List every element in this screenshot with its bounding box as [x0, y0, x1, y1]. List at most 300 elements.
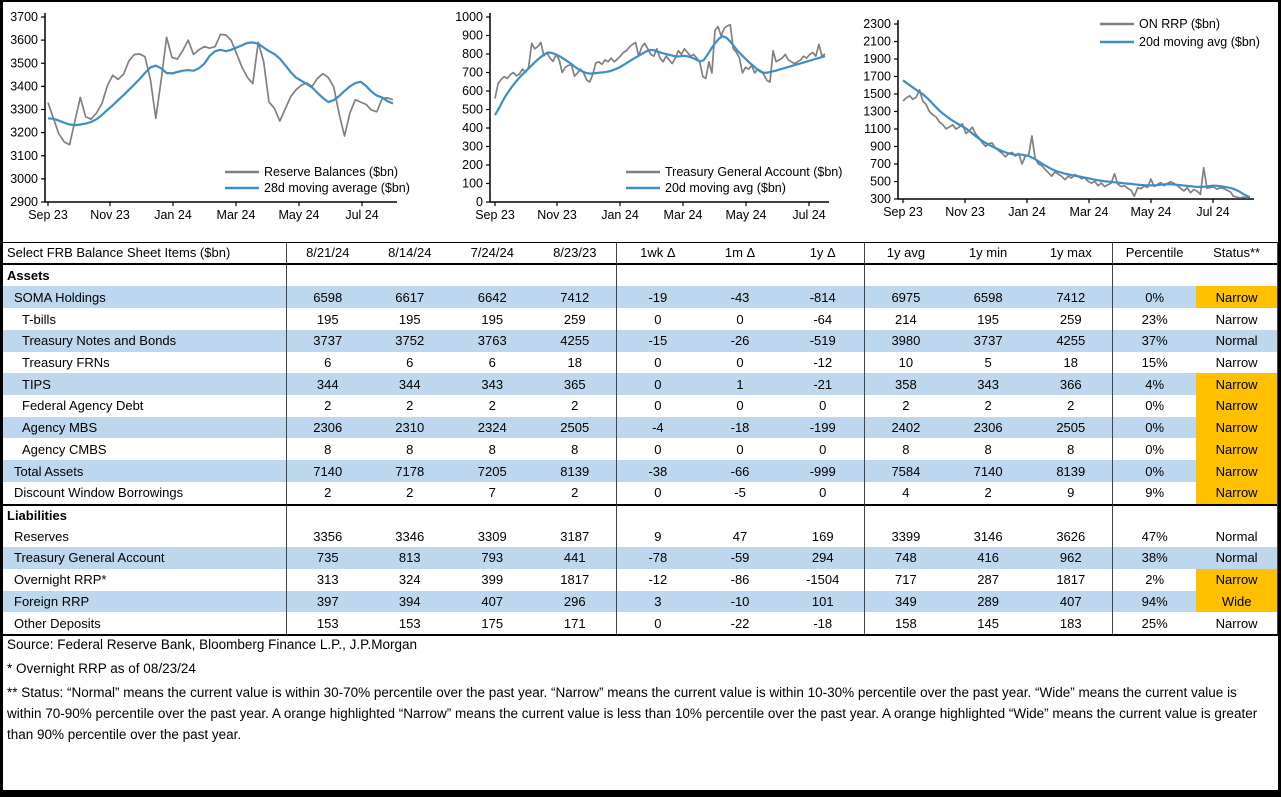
y-tick-label: 3300 — [10, 102, 38, 117]
column-header: 1y Δ — [781, 243, 864, 265]
value-cell: -4 — [616, 417, 699, 439]
status-badge: Narrow — [1215, 311, 1258, 327]
percentile-cell: 15% — [1112, 352, 1196, 374]
value-cell: 9 — [1067, 485, 1075, 501]
value-cell: 0 — [819, 441, 827, 457]
percentile-cell: 0% — [1112, 460, 1196, 482]
value-cell: 6598 — [286, 286, 369, 308]
x-tick-label: Jan 24 — [1008, 205, 1046, 219]
x-tick-label: May 24 — [278, 208, 320, 222]
y-tick-label: 300 — [870, 192, 891, 206]
value-cell: 7412 — [534, 286, 617, 308]
x-tick-label: Jul 24 — [345, 208, 379, 222]
value-cell: 4255 — [1029, 330, 1112, 352]
value-cell: 344 — [286, 373, 369, 395]
value-cell: 4 — [864, 482, 947, 504]
y-tick-label: 300 — [462, 139, 483, 154]
value-cell: 3626 — [1056, 528, 1086, 544]
value-cell: 1 — [699, 373, 782, 395]
value-cell: 8 — [571, 441, 579, 457]
empty-cell — [1112, 504, 1196, 526]
value-cell: 47 — [732, 528, 748, 544]
legend-label: 28d moving average ($bn) — [264, 181, 410, 195]
column-header: Status** — [1196, 243, 1277, 265]
column-header: 1m Δ — [699, 243, 782, 265]
value-cell: 399 — [481, 572, 504, 588]
x-tick-label: Mar 24 — [1069, 205, 1109, 219]
value-cell: 3752 — [369, 330, 452, 352]
overnight-rrp-footnote: * Overnight RRP as of 08/23/24 — [7, 661, 196, 676]
x-tick-label: Nov 23 — [90, 208, 130, 222]
row-label: Treasury General Account — [3, 547, 286, 569]
value-cell: 343 — [947, 373, 1030, 395]
value-cell: 8 — [1067, 441, 1075, 457]
row-label: Overnight RRP* — [14, 572, 107, 588]
x-tick-label: Jul 24 — [792, 208, 826, 222]
empty-cell — [369, 504, 452, 526]
value-cell: -19 — [616, 286, 699, 308]
percentile-cell: 0% — [1112, 286, 1196, 308]
value-cell: 0 — [616, 352, 699, 374]
value-cell: 3346 — [395, 528, 425, 544]
percentile-cell: 37% — [1112, 330, 1196, 352]
value-cell: 2 — [864, 395, 947, 417]
value-cell: 2 — [406, 398, 414, 414]
value-cell: 1817 — [1056, 572, 1086, 588]
value-cell: 8 — [488, 441, 496, 457]
column-header: 1y max — [1029, 243, 1112, 265]
value-cell: 441 — [534, 547, 617, 569]
y-tick-label: 900 — [462, 28, 483, 43]
y-tick-label: 3600 — [10, 33, 38, 48]
value-cell: 8 — [864, 438, 947, 460]
value-cell: 3399 — [864, 525, 947, 547]
x-tick-label: Sep 23 — [475, 208, 515, 222]
value-cell: 2 — [571, 398, 579, 414]
y-tick-label: 3400 — [10, 79, 38, 94]
value-cell: 7178 — [369, 460, 452, 482]
value-cell: 6 — [488, 354, 496, 370]
value-cell: 175 — [481, 615, 504, 631]
value-cell: 344 — [369, 373, 452, 395]
value-cell: 8 — [406, 441, 414, 457]
value-cell: 735 — [286, 547, 369, 569]
empty-cell — [616, 265, 699, 287]
y-tick-label: 3000 — [10, 171, 38, 186]
value-cell: 8 — [286, 438, 369, 460]
empty-cell — [369, 265, 452, 287]
value-cell: 0 — [616, 373, 699, 395]
row-label: Treasury FRNs — [22, 354, 110, 370]
empty-cell — [534, 265, 617, 287]
status-badge: Narrow — [1196, 373, 1277, 395]
value-cell: 2 — [406, 485, 414, 501]
y-tick-label: 1500 — [863, 87, 891, 101]
value-cell: 10 — [864, 352, 947, 374]
x-tick-label: Jan 24 — [154, 208, 192, 222]
value-cell: 366 — [1029, 373, 1112, 395]
value-cell: 153 — [398, 615, 421, 631]
value-cell: 6 — [286, 352, 369, 374]
reserve-balances-chart — [3, 2, 433, 237]
value-cell: 8 — [984, 441, 992, 457]
row-label: TIPS — [3, 373, 286, 395]
status-badge: Normal — [1196, 547, 1277, 569]
column-header: 8/23/23 — [534, 243, 617, 265]
value-cell: 365 — [534, 373, 617, 395]
percentile-cell: 0% — [1112, 395, 1196, 417]
value-cell: 5 — [984, 354, 992, 370]
y-tick-label: 1000 — [455, 10, 483, 24]
x-tick-label: Mar 24 — [663, 208, 703, 222]
value-cell: 3737 — [286, 330, 369, 352]
percentile-cell: 47% — [1112, 525, 1196, 547]
legend-label: Reserve Balances ($bn) — [264, 165, 399, 179]
value-cell: 0 — [736, 398, 744, 414]
value-cell: 101 — [781, 591, 864, 613]
value-cell: 0 — [616, 395, 699, 417]
value-cell: -66 — [699, 460, 782, 482]
status-badge: Normal — [1196, 330, 1277, 352]
value-cell: 153 — [286, 612, 369, 634]
on-rrp-bn--line — [903, 90, 1250, 198]
value-cell: 0 — [616, 612, 699, 634]
value-cell: 6642 — [451, 286, 534, 308]
empty-cell — [1029, 504, 1112, 526]
value-cell: 748 — [864, 547, 947, 569]
value-cell: -999 — [781, 460, 864, 482]
row-label: Total Assets — [3, 460, 286, 482]
value-cell: 3146 — [973, 528, 1003, 544]
value-cell: 2306 — [286, 417, 369, 439]
value-cell: -78 — [616, 547, 699, 569]
value-cell: 296 — [534, 591, 617, 613]
empty-cell — [947, 504, 1030, 526]
value-cell: 6 — [406, 354, 414, 370]
row-label: Treasury Notes and Bonds — [3, 330, 286, 352]
value-cell: -22 — [730, 615, 750, 631]
value-cell: -12 — [813, 354, 833, 370]
y-tick-label: 900 — [870, 139, 891, 154]
value-cell: 2505 — [1029, 417, 1112, 439]
empty-cell — [451, 504, 534, 526]
value-cell: 2 — [286, 395, 369, 417]
percentile-cell: 9% — [1112, 482, 1196, 504]
value-cell: 9 — [616, 525, 699, 547]
y-tick-label: 2100 — [863, 34, 891, 49]
y-tick-label: 600 — [462, 84, 483, 98]
value-cell: -64 — [813, 311, 833, 327]
y-tick-label: 1300 — [863, 104, 891, 119]
value-cell: -5 — [734, 485, 746, 501]
value-cell: 294 — [781, 547, 864, 569]
x-tick-label: Mar 24 — [216, 208, 256, 222]
value-cell: 394 — [369, 591, 452, 613]
empty-cell — [616, 504, 699, 526]
y-tick-label: 1700 — [863, 69, 891, 84]
value-cell: 183 — [1059, 615, 1082, 631]
value-cell: 7205 — [451, 460, 534, 482]
value-cell: 0 — [736, 441, 744, 457]
row-label: Foreign RRP — [3, 591, 286, 613]
value-cell: 4255 — [534, 330, 617, 352]
value-cell: 313 — [286, 569, 369, 591]
value-cell: 717 — [864, 569, 947, 591]
column-header: 8/14/24 — [369, 243, 452, 265]
y-tick-label: 3700 — [10, 10, 38, 24]
value-cell: -15 — [616, 330, 699, 352]
value-cell: 18 — [1063, 354, 1079, 370]
value-cell: 343 — [451, 373, 534, 395]
empty-cell — [451, 265, 534, 287]
y-tick-label: 700 — [462, 65, 483, 80]
value-cell: 793 — [451, 547, 534, 569]
status-badge: Narrow — [1215, 615, 1258, 631]
y-tick-label: 3100 — [10, 148, 38, 163]
empty-cell — [947, 265, 1030, 287]
value-cell: 7 — [488, 485, 496, 501]
value-cell: -12 — [616, 569, 699, 591]
value-cell: 8139 — [1029, 460, 1112, 482]
status-badge: Narrow — [1196, 569, 1277, 591]
value-cell: 7140 — [947, 460, 1030, 482]
legend-label: ON RRP ($bn) — [1139, 17, 1221, 31]
value-cell: 0 — [616, 438, 699, 460]
value-cell: -59 — [699, 547, 782, 569]
value-cell: -814 — [781, 286, 864, 308]
value-cell: 3309 — [477, 528, 507, 544]
value-cell: 214 — [864, 308, 947, 330]
status-badge: Narrow — [1196, 395, 1277, 417]
value-cell: 195 — [398, 311, 421, 327]
status-badge: Narrow — [1196, 438, 1277, 460]
value-cell: 3 — [616, 591, 699, 613]
empty-cell — [864, 504, 947, 526]
y-tick-label: 1100 — [864, 122, 891, 136]
row-label: SOMA Holdings — [3, 286, 286, 308]
value-cell: 2402 — [864, 417, 947, 439]
treasury-general-account-chart — [433, 2, 848, 237]
status-badge: Normal — [1215, 528, 1258, 544]
column-header: 7/24/24 — [451, 243, 534, 265]
value-cell: 2505 — [534, 417, 617, 439]
section-header: Liabilities — [3, 504, 286, 526]
28d-moving-average-bn--line — [48, 42, 393, 125]
x-tick-label: May 24 — [1130, 205, 1172, 219]
value-cell: 6975 — [864, 286, 947, 308]
value-cell: 2 — [488, 398, 496, 414]
x-tick-label: Nov 23 — [945, 205, 985, 219]
value-cell: 6617 — [369, 286, 452, 308]
value-cell: -1504 — [806, 572, 840, 588]
value-cell: 195 — [977, 311, 999, 327]
row-label: Reserves — [14, 528, 69, 544]
y-tick-label: 500 — [462, 102, 483, 117]
value-cell: 3737 — [947, 330, 1030, 352]
value-cell: 2 — [984, 398, 992, 414]
value-cell: 289 — [947, 591, 1030, 613]
value-cell: 407 — [1029, 591, 1112, 613]
legend-label: 20d moving avg ($bn) — [1139, 35, 1260, 49]
value-cell: 2310 — [369, 417, 452, 439]
percentile-cell: 4% — [1112, 373, 1196, 395]
row-label: T-bills — [22, 311, 56, 327]
value-cell: 259 — [1059, 311, 1082, 327]
value-cell: 158 — [864, 612, 947, 634]
20d-moving-avg-bn--line — [495, 36, 825, 115]
y-tick-label: 700 — [870, 157, 891, 171]
value-cell: 962 — [1029, 547, 1112, 569]
empty-cell — [781, 265, 864, 287]
value-cell: 7412 — [1029, 286, 1112, 308]
value-cell: 416 — [947, 547, 1030, 569]
value-cell: 2 — [571, 485, 579, 501]
value-cell: 0 — [616, 482, 699, 504]
x-tick-label: Jul 24 — [1196, 205, 1230, 219]
value-cell: 407 — [451, 591, 534, 613]
x-tick-label: Sep 23 — [28, 208, 68, 222]
status-definition-footnote: ** Status: “Normal” means the current value is within 30-70% percentile over the past year. “Narrow” means the current value is within 10-30% percentile over the past year. “Wide” means the current value is within 70-90% percentile over the past year. A orange highlighted “Narrow” means the current value is less than 10% percentile over the past year. A orange highlighted “Wide” means the current value is greater than 90% percentile over the past year. — [7, 685, 1258, 742]
percentile-cell: 94% — [1112, 591, 1196, 613]
row-label: Discount Window Borrowings — [14, 485, 184, 501]
value-cell: 813 — [369, 547, 452, 569]
value-cell: -18 — [699, 417, 782, 439]
value-cell: -519 — [781, 330, 864, 352]
value-cell: 8139 — [534, 460, 617, 482]
value-cell: -10 — [699, 591, 782, 613]
percentile-cell: 25% — [1112, 612, 1196, 634]
status-badge: Narrow — [1215, 354, 1258, 370]
value-cell: 2 — [1067, 398, 1075, 414]
y-tick-label: 1900 — [863, 52, 891, 66]
empty-cell — [699, 265, 782, 287]
empty-cell — [699, 504, 782, 526]
value-cell: 0 — [819, 485, 827, 501]
status-badge: Narrow — [1196, 460, 1277, 482]
column-header: 1y min — [947, 243, 1030, 265]
value-cell: 349 — [864, 591, 947, 613]
row-label: Federal Agency Debt — [22, 398, 144, 414]
empty-cell — [286, 504, 369, 526]
empty-cell — [781, 504, 864, 526]
value-cell: 0 — [819, 398, 827, 414]
value-cell: 2306 — [947, 417, 1030, 439]
y-tick-label: 0 — [476, 195, 483, 209]
value-cell: 3356 — [286, 525, 369, 547]
value-cell: 324 — [398, 572, 421, 588]
row-label: Agency CMBS — [22, 441, 107, 457]
value-cell: -21 — [781, 373, 864, 395]
value-cell: 259 — [563, 311, 586, 327]
empty-cell — [1196, 265, 1277, 287]
value-cell: 195 — [286, 308, 369, 330]
y-tick-label: 2300 — [863, 17, 891, 31]
empty-cell — [286, 265, 369, 287]
status-badge: Narrow — [1196, 417, 1277, 439]
column-header: 1y avg — [864, 243, 947, 265]
percentile-cell: 2% — [1112, 569, 1196, 591]
empty-cell — [864, 265, 947, 287]
value-cell: 397 — [286, 591, 369, 613]
value-cell: 6598 — [947, 286, 1030, 308]
column-header: 1wk Δ — [616, 243, 699, 265]
y-tick-label: 500 — [870, 174, 891, 189]
value-cell: 1817 — [560, 572, 590, 588]
status-badge: Narrow — [1196, 482, 1277, 504]
y-tick-label: 3500 — [10, 56, 38, 71]
status-badge: Narrow — [1196, 286, 1277, 308]
y-tick-label: 2900 — [10, 195, 38, 209]
value-cell: 18 — [567, 354, 582, 370]
y-tick-label: 800 — [462, 47, 483, 61]
y-tick-label: 100 — [462, 176, 483, 191]
x-tick-label: May 24 — [725, 208, 767, 222]
value-cell: 3763 — [451, 330, 534, 352]
value-cell: 169 — [811, 528, 834, 544]
balance-sheet-table — [3, 242, 1278, 636]
value-cell: 0 — [736, 354, 744, 370]
value-cell: 2 — [984, 485, 992, 501]
value-cell: -43 — [699, 286, 782, 308]
x-tick-label: Jan 24 — [601, 208, 639, 222]
value-cell: 0 — [616, 308, 699, 330]
treasury-general-account-bn--line — [495, 25, 825, 99]
value-cell: 195 — [481, 311, 504, 327]
y-tick-label: 400 — [462, 121, 483, 135]
y-tick-label: 3200 — [10, 125, 38, 140]
value-cell: 2 — [286, 482, 369, 504]
empty-cell — [1196, 504, 1277, 526]
status-badge: Wide — [1196, 591, 1277, 613]
row-label: Agency MBS — [3, 417, 286, 439]
value-cell: 7584 — [864, 460, 947, 482]
value-cell: 2324 — [451, 417, 534, 439]
value-cell: -38 — [616, 460, 699, 482]
x-tick-label: Sep 23 — [883, 205, 923, 219]
on-rrp-chart — [848, 2, 1281, 237]
column-header: 8/21/24 — [286, 243, 369, 265]
value-cell: 3980 — [864, 330, 947, 352]
empty-cell — [1029, 265, 1112, 287]
value-cell: -86 — [730, 572, 750, 588]
legend-label: 20d moving avg ($bn) — [665, 181, 786, 195]
source-note: Source: Federal Reserve Bank, Bloomberg Finance L.P., J.P.Morgan — [7, 637, 417, 652]
value-cell: -26 — [699, 330, 782, 352]
empty-cell — [1112, 265, 1196, 287]
value-cell: 358 — [864, 373, 947, 395]
x-tick-label: Nov 23 — [537, 208, 577, 222]
percentile-cell: 0% — [1112, 438, 1196, 460]
value-cell: 145 — [977, 615, 999, 631]
percentile-cell: 38% — [1112, 547, 1196, 569]
value-cell: 0 — [736, 311, 744, 327]
empty-cell — [534, 504, 617, 526]
table-title: Select FRB Balance Sheet Items ($bn) — [3, 243, 286, 265]
percentile-cell: 0% — [1112, 417, 1196, 439]
value-cell: 287 — [977, 572, 999, 588]
y-tick-label: 200 — [462, 158, 483, 172]
value-cell: 3187 — [560, 528, 590, 544]
value-cell: -18 — [813, 615, 833, 631]
column-header: Percentile — [1112, 243, 1196, 265]
value-cell: -199 — [781, 417, 864, 439]
value-cell: 7140 — [286, 460, 369, 482]
section-header: Assets — [7, 268, 50, 284]
20d-moving-avg-bn--line — [903, 80, 1250, 197]
row-label: Other Deposits — [14, 615, 101, 631]
value-cell: 171 — [563, 615, 586, 631]
legend-label: Treasury General Account ($bn) — [665, 165, 843, 179]
